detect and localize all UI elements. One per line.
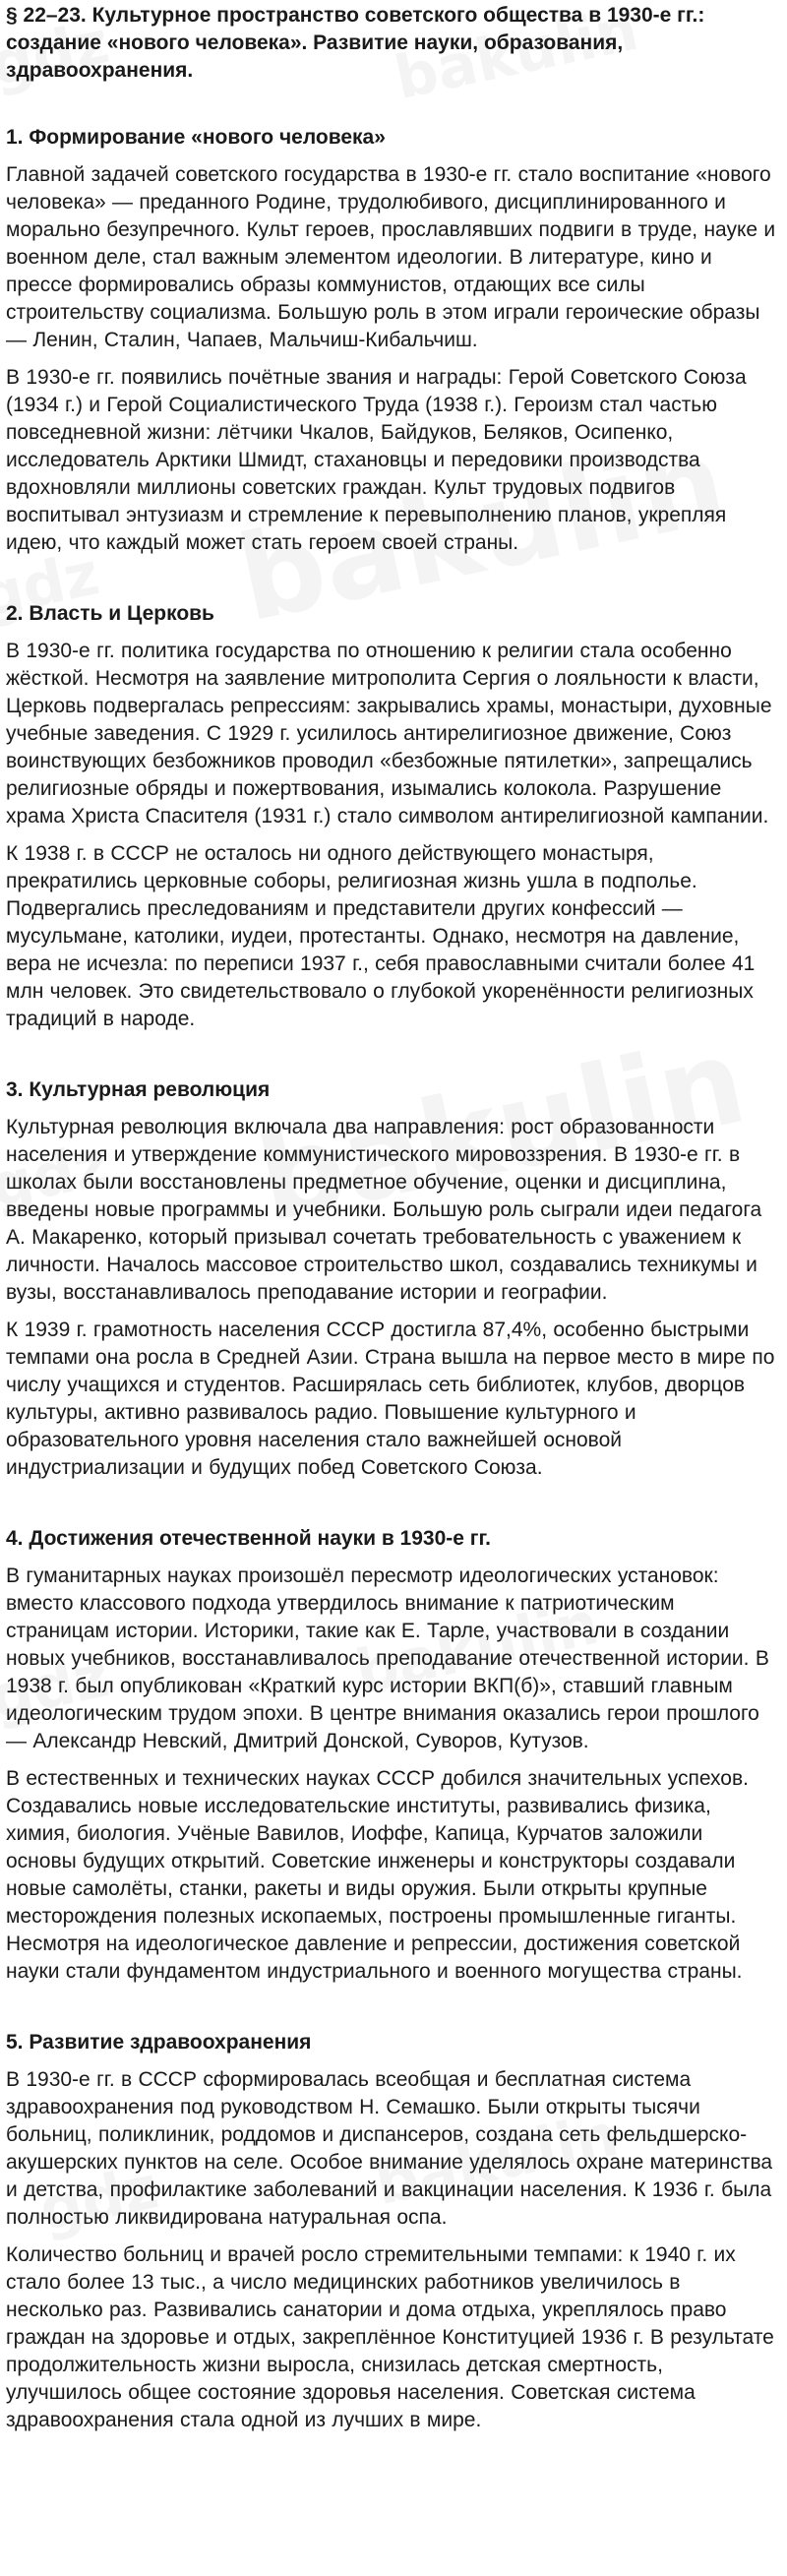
paragraph: Главной задачей советского государства в 1930-е гг. стало воспитание «нового человека» — преданного Родине, трудолюбивого, дисциплинированного и морально безупречного. Культ героев, прославлявших подвиги в труде, науке и военном деле, стал важным элементом идеологии. В литературе, кино и прессе формировались образы коммунистов, отдающих все силы строительству социализма. Большую роль в этом играли героические образы — Ленин, Сталин, Чапаев, Мальчиш-Кибальчиш. xyxy=(6,163,776,351)
paragraph: В 1930-е гг. политика государства по отношению к религии стала особенно жёсткой. Несмотря на заявление митрополита Сергия о лояльности к власти, Церковь подвергалась репрессиям: закрывались храмы, монастыри, духовные учебные заведения. С 1929 г. усилилось антирелигиозное движение, Союз воинствующих безбожников проводил «безбожные пятилетки», запрещались религиозные обряды и пожертвования, изымались колокола. Разрушение храма Христа Спасителя (1931 г.) стало символом антирелигиозной кампании. xyxy=(6,640,772,828)
paragraph: В естественных и технических науках СССР добился значительных успехов. Создавались новые исследовательские институты, развивались физика, химия, биология. Учёные Вавилов, Иоффе, Капица, Курчатов заложили основы будущих открытий. Советские инженеры и конструкторы создавали новые самолёты, станки, ракеты и виды оружия. Были открыты крупные месторождения полезных ископаемых, построены промышленные гиганты. Несмотря на идеологическое давление и репрессии, достижения советской науки стали фундаментом индустриального и военного могущества страны. xyxy=(6,1767,749,1983)
section-heading: 3. Культурная революция xyxy=(6,1078,271,1101)
section-new-man xyxy=(6,124,777,557)
paragraph: В гуманитарных науках произошёл пересмотр идеологических установок: вместо классового подхода утвердилось внимание к патриотическим страницам истории. Историки, такие как Е. Тарле, участвовали в создании новых учебников, восстанавливалось преподавание отечественной истории. В 1938 г. был опубликован «Краткий курс истории ВКП(б)», ставший главным идеологическим трудом эпохи. В центре внимания оказались герои прошлого — Александр Невский, Дмитрий Донской, Суворов, Кутузов. xyxy=(6,1564,769,1752)
page-title: § 22–23. Культурное пространство советского общества в 1930-е гг.: создание «нового человека». Развитие науки, образования, здравоохранения. xyxy=(6,4,705,82)
section-heading: 2. Власть и Церковь xyxy=(6,602,214,625)
section-heading: 5. Развитие здравоохранения xyxy=(6,2031,312,2054)
paragraph: К 1938 г. в СССР не осталось ни одного действующего монастыря, прекратились церковные соборы, религиозная жизнь ушла в подполье. Подвергались преследованиям и представители других конфессий — мусульмане, католики, иудеи, протестанты. Однако, несмотря на давление, вера не исчезла: по переписи 1937 г., себя православными считали более 41 млн человек. Это свидетельствовало о глубокой укоренённости религиозных традиций в народе. xyxy=(6,842,756,1030)
paragraph: Количество больниц и врачей росло стремительными темпами: к 1940 г. их стало более 13 тыс., а число медицинских работников увеличилось в несколько раз. Развивались санатории и дома отдыха, укреплялось право граждан на здоровье и отдых, закреплённое Конституцией 1936 г. В результате продолжительность жизни выросла, снизилась детская смертность, улучшилось общее состояние здоровья населения. Советская система здравоохранения стала одной из лучших в мире. xyxy=(6,2243,774,2431)
section-heading: 4. Достижения отечественной науки в 1930-е гг. xyxy=(6,1527,492,1550)
section-heading: 1. Формирование «нового человека» xyxy=(6,126,386,149)
section-cultural-revolution xyxy=(6,1076,777,1482)
section-power-church xyxy=(6,600,777,1033)
paragraph: Культурная революция включала два направления: рост образованности населения и утверждение коммунистического мировоззрения. В 1930-е гг. в школах были восстановлены предметное обучение, оценки и дисциплина, введены новые программы и учебники. Большую роль сыграли идеи педагога А. Макаренко, который призывал сочетать требовательность с уважением к личности. Началось массовое строительство школ, создавались техникумы и вузы, восстанавливалось преподавание истории и географии. xyxy=(6,1116,762,1304)
article xyxy=(6,0,777,2434)
paragraph: В 1930-е гг. появились почётные звания и награды: Герой Советского Союза (1934 г.) и Герой Социалистического Труда (1938 г.). Героизм стал частью повседневной жизни: лётчики Чкалов, Байдуков, Беляков, Осипенко, исследователь Арктики Шмидт, стахановцы и передовики производства вдохновляли миллионы советских граждан. Культ трудовых подвигов воспитывал энтузиазм и стремление к перевыполнению планов, укрепляя идею, что каждый может стать героем своей страны. xyxy=(6,366,747,554)
section-healthcare xyxy=(6,2029,777,2434)
paragraph: В 1930-е гг. в СССР сформировалась всеобщая и бесплатная система здравоохранения под руководством Н. Семашко. Были открыты тысячи больниц, поликлиник, роддомов и диспансеров, создана сеть фельдшерско-акушерских пунктов на селе. Особое внимание уделялось охране материнства и детства, профилактике заболеваний и вакцинации населения. К 1936 г. была полностью ликвидирована натуральная оспа. xyxy=(6,2068,773,2229)
paragraph: К 1939 г. грамотность населения СССР достигла 87,4%, особенно быстрыми темпами она росла в Средней Азии. Страна вышла на первое место в мире по числу учащихся и студентов. Расширялась сеть библиотек, клубов, дворцов культуры, активно развивалось радио. Повышение культурного и образовательного уровня населения стало важнейшей основой индустриализации и будущих побед Советского Союза. xyxy=(6,1319,775,1479)
section-science xyxy=(6,1525,777,1986)
